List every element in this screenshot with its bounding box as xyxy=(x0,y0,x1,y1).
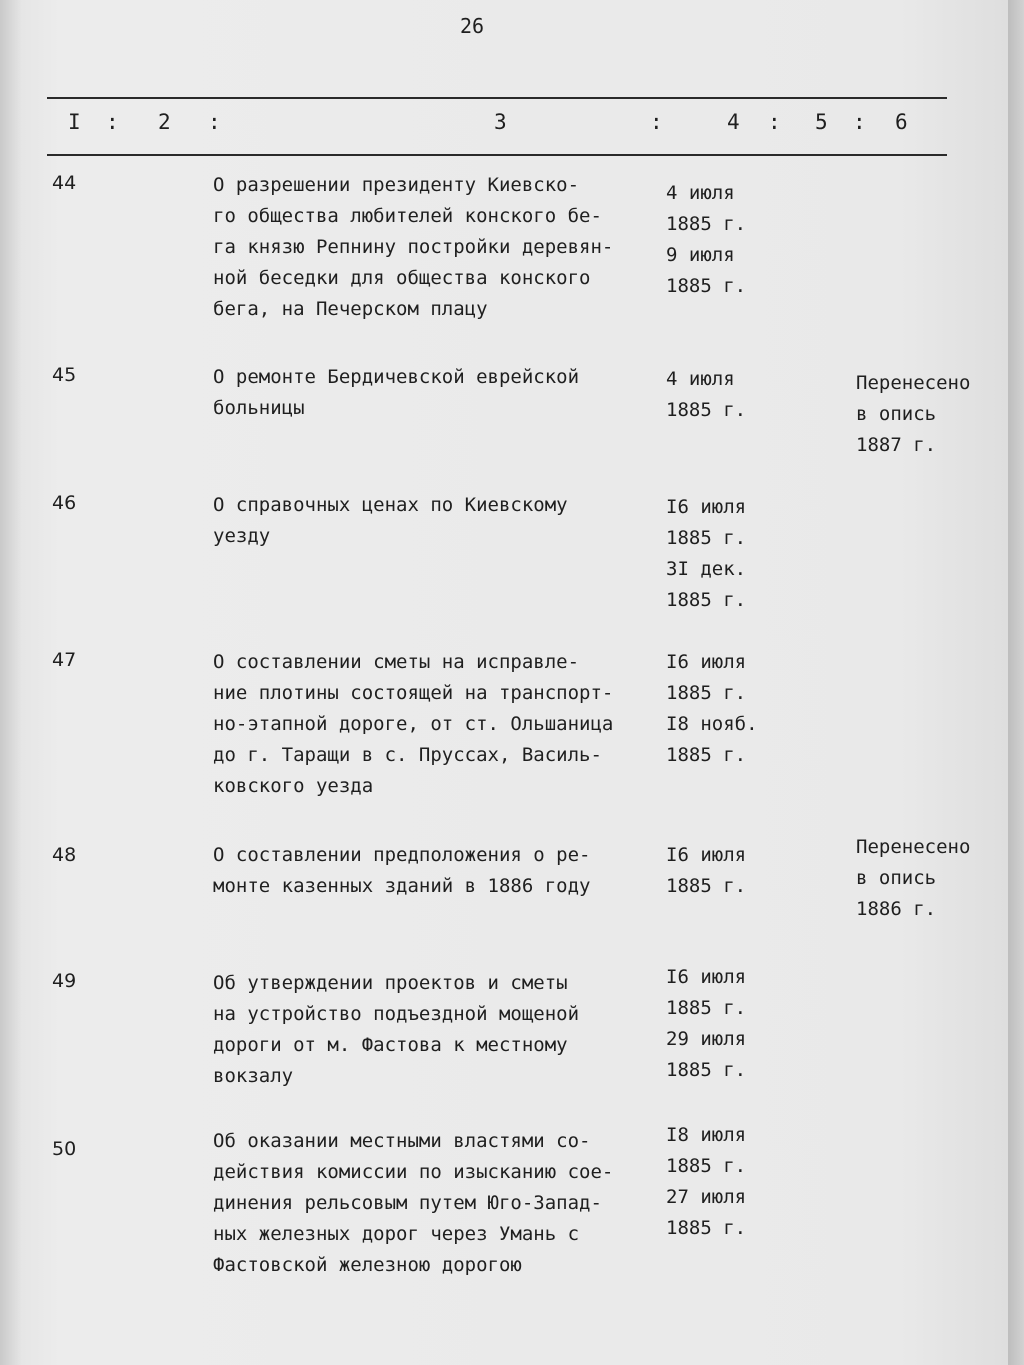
entry-date-line: 1885 г. xyxy=(666,399,747,421)
entry-date-line: I8 июля xyxy=(666,1124,747,1146)
entry-title-line: бега, на Печерском плацу xyxy=(213,298,488,320)
entry-title xyxy=(213,647,663,802)
entry-date-line: 1885 г. xyxy=(666,744,747,766)
entry-dates xyxy=(666,840,786,902)
column-separator: : xyxy=(768,110,781,134)
entry-number: 46 xyxy=(52,492,77,514)
column-5-header: 5 xyxy=(815,110,828,134)
entry-number: 49 xyxy=(52,970,77,992)
entry-date-line: I6 июля xyxy=(666,651,747,673)
entry-date-line: I8 нояб. xyxy=(666,713,758,735)
entry-date-line: 1885 г. xyxy=(666,275,747,297)
entry-note-line: 1887 г. xyxy=(856,434,937,456)
entry-dates xyxy=(666,178,786,302)
entry-dates xyxy=(666,647,786,771)
entry-note-line: Перенесено xyxy=(856,836,971,858)
entry-note-line: 1886 г. xyxy=(856,898,937,920)
entry-date-line: 4 июля xyxy=(666,182,735,204)
entry-title xyxy=(213,490,663,552)
entry-number: 45 xyxy=(52,364,77,386)
entry-date-line: 27 июля xyxy=(666,1186,747,1208)
entry-title-line: О разрешении президенту Киевско- xyxy=(213,174,580,196)
entry-title-line: га князю Репнину постройки деревян- xyxy=(213,236,614,258)
entry-date-line: 9 июля xyxy=(666,244,735,266)
entry-title xyxy=(213,840,663,902)
entry-dates xyxy=(666,1120,786,1244)
entry-title-line: динения рельсовым путем Юго-Запад- xyxy=(213,1192,602,1214)
page-number: 26 xyxy=(460,14,485,38)
entry-date-line: 4 июля xyxy=(666,368,735,390)
entry-number: 48 xyxy=(52,844,77,866)
entry-title-line: уезду xyxy=(213,525,271,547)
entry-title xyxy=(213,1126,663,1281)
entry-number: 47 xyxy=(52,649,77,671)
entry-dates xyxy=(666,962,786,1086)
entry-title-line: О составлении предположения о ре- xyxy=(213,844,591,866)
page-edge xyxy=(1008,0,1024,1365)
entry-note-line: в опись xyxy=(856,403,937,425)
entry-date-line: 1885 г. xyxy=(666,875,747,897)
column-2-header: 2 xyxy=(158,110,171,134)
entry-date-line: 1885 г. xyxy=(666,527,747,549)
entry-date-line: 1885 г. xyxy=(666,682,747,704)
entry-title-line: действия комиссии по изысканию сое- xyxy=(213,1161,614,1183)
entry-note-line: в опись xyxy=(856,867,937,889)
entry-note xyxy=(856,832,996,925)
entry-title xyxy=(213,170,663,325)
entry-dates xyxy=(666,492,786,616)
entry-note-line: Перенесено xyxy=(856,372,971,394)
column-3-header: 3 xyxy=(494,110,507,134)
entry-title-line: на устройство подъездной мощеной xyxy=(213,1003,580,1025)
entry-title-line: ние плотины состоящей на транспорт- xyxy=(213,682,614,704)
column-separator: : xyxy=(106,110,119,134)
entry-number: 44 xyxy=(52,172,77,194)
entry-date-line: I6 июля xyxy=(666,844,747,866)
entry-date-line: 1885 г. xyxy=(666,997,747,1019)
entry-title-line: но-этапной дороге, от ст. Ольшаница xyxy=(213,713,614,735)
column-separator: : xyxy=(208,110,221,134)
entry-title-line: больницы xyxy=(213,397,305,419)
entry-title-line: ной беседки для общества конского xyxy=(213,267,591,289)
entry-date-line: I6 июля xyxy=(666,966,747,988)
entry-date-line: 1885 г. xyxy=(666,589,747,611)
entry-date-line: 1885 г. xyxy=(666,1217,747,1239)
entry-title-line: О ремонте Бердичевской еврейской xyxy=(213,366,580,388)
column-4-header: 4 xyxy=(727,110,740,134)
header-bottom-rule xyxy=(47,154,947,156)
entry-title-line: ных железных дорог через Умань с xyxy=(213,1223,580,1245)
entry-title-line: вокзалу xyxy=(213,1065,294,1087)
entry-title-line: ковского уезда xyxy=(213,775,374,797)
entry-title-line: монте казенных зданий в 1886 году xyxy=(213,875,591,897)
entry-note xyxy=(856,368,996,461)
entry-title-line: О составлении сметы на исправле- xyxy=(213,651,580,673)
column-separator: : xyxy=(853,110,866,134)
entry-title-line: О справочных ценах по Киевскому xyxy=(213,494,568,516)
entry-title-line: дороги от м. Фастова к местному xyxy=(213,1034,568,1056)
entry-date-line: 1885 г. xyxy=(666,213,747,235)
entry-date-line: 1885 г. xyxy=(666,1059,747,1081)
entry-title-line: Фастовской железною дорогою xyxy=(213,1254,522,1276)
entry-date-line: 3I дек. xyxy=(666,558,747,580)
column-separator: : xyxy=(650,110,663,134)
entry-title-line: Об утверждении проектов и сметы xyxy=(213,972,568,994)
entry-date-line: 29 июля xyxy=(666,1028,747,1050)
entry-dates xyxy=(666,364,786,426)
entry-title-line: Об оказании местными властями со- xyxy=(213,1130,591,1152)
entry-title xyxy=(213,362,663,424)
entry-date-line: I6 июля xyxy=(666,496,747,518)
entry-number: 50 xyxy=(52,1138,77,1160)
header-top-rule xyxy=(47,97,947,99)
entry-date-line: 1885 г. xyxy=(666,1155,747,1177)
entry-title-line: до г. Таращи в с. Пруссах, Василь- xyxy=(213,744,602,766)
column-6-header: 6 xyxy=(895,110,908,134)
column-1-header: I xyxy=(68,110,81,134)
entry-title-line: го общества любителей конского бе- xyxy=(213,205,602,227)
entry-title xyxy=(213,968,663,1092)
